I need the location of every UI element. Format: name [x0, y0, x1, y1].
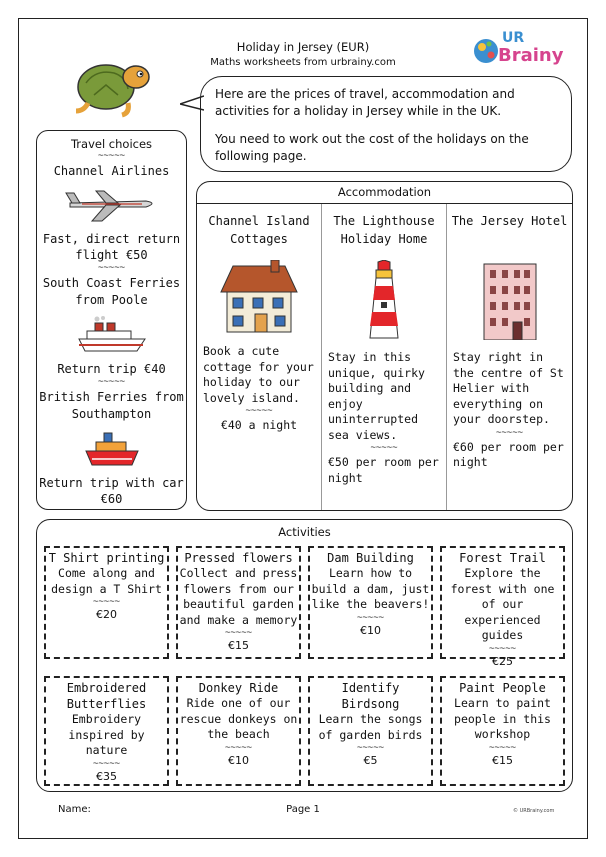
accommodation-option — [322, 204, 447, 510]
activities-panel — [36, 519, 573, 792]
accommodation-option — [447, 204, 572, 510]
travel-name: Channel Airlines — [53, 164, 170, 178]
activity-name: Paint People — [459, 681, 546, 695]
activity-name: Identify Birdsong — [341, 681, 400, 711]
activity-card — [440, 676, 565, 786]
separator: ~~~~~ — [356, 612, 385, 623]
accommodation-desc: Stay right in the centre of St Helier with everything on your doorstep. — [453, 350, 564, 426]
separator: ~~~~~ — [488, 742, 517, 753]
activity-card — [176, 676, 301, 786]
car-ferry-icon — [82, 429, 142, 469]
cottage-icon — [219, 260, 299, 334]
activity-price: €20 — [96, 608, 117, 621]
travel-desc: Return trip with car €60 — [39, 476, 184, 506]
logo-text-brainy: Brainy — [498, 45, 564, 66]
activity-name: Dam Building — [327, 551, 414, 565]
separator: ~~~~~ — [495, 427, 524, 438]
activity-desc: Ride one of our rescue donkeys on the beach — [179, 696, 298, 741]
separator: ~~~~~ — [92, 758, 121, 769]
separator: ~~~~~ — [224, 742, 253, 753]
activity-name: Pressed flowers — [184, 551, 293, 565]
activity-card — [308, 546, 433, 659]
accommodation-name: The Jersey Hotel — [451, 214, 568, 228]
activity-desc: Collect and press flowers from our beautiful garden and make a memory — [179, 566, 298, 627]
accommodation-price: €60 per room per night — [453, 439, 564, 469]
travel-heading: Travel choices — [70, 137, 153, 151]
travel-name: British Ferries from Southampton — [39, 390, 184, 421]
activity-price: €10 — [228, 753, 249, 767]
activity-desc: Learn to paint people in this workshop — [454, 696, 551, 741]
separator: ~~~~~ — [92, 597, 121, 607]
separator: ~~~~~ — [224, 628, 253, 638]
page-number: Page 1 — [286, 804, 320, 815]
activity-price: €35 — [96, 769, 117, 783]
activity-card — [44, 676, 169, 786]
activity-name: Donkey Ride — [198, 681, 279, 695]
separator: ~~~~~ — [356, 743, 385, 753]
activity-price: €25 — [492, 654, 513, 668]
copyright-text: © URBrainy.com — [513, 808, 555, 814]
intro-text-2: You need to work out the cost of the holidays on the following page. — [215, 132, 529, 163]
accommodation-price: €50 per room per night — [328, 455, 439, 485]
activity-price: €15 — [492, 753, 513, 767]
lighthouse-icon — [364, 260, 404, 340]
accommodation-name: The Lighthouse Holiday Home — [333, 214, 435, 246]
activity-card — [440, 546, 565, 668]
travel-desc: Return trip €40 — [57, 362, 166, 376]
separator: ~~~~~ — [245, 406, 273, 416]
activity-price: €5 — [363, 754, 378, 767]
separator: ~~~~~ — [488, 643, 517, 654]
activity-desc: Explore the forest with one of our experienced guides — [450, 566, 555, 642]
activity-desc: Embroidery inspired by nature — [68, 712, 145, 757]
activity-name: T Shirt printing — [48, 551, 165, 565]
separator: ~~~~~ — [97, 151, 126, 161]
travel-name: South Coast Ferries from Poole — [42, 276, 181, 307]
hotel-icon — [480, 260, 540, 340]
name-label: Name: — [58, 804, 91, 815]
activity-card — [308, 676, 433, 786]
accommodation-price: €40 a night — [220, 418, 298, 432]
logo-text-ur: UR — [502, 30, 525, 46]
separator: ~~~~~ — [97, 263, 126, 273]
ferry-icon — [75, 315, 149, 355]
intro-text-1: Here are the prices of travel, accommodation and activities for a holiday in Jersey while in the UK. — [215, 87, 515, 118]
airplane-icon — [62, 185, 162, 225]
activity-desc: Learn the songs of garden birds — [318, 712, 423, 742]
accommodation-heading: Accommodation — [197, 182, 572, 204]
separator: ~~~~~ — [97, 377, 126, 387]
accommodation-panel — [196, 181, 573, 511]
activity-card — [44, 546, 169, 659]
urbrainy-logo — [472, 32, 562, 72]
travel-desc: Fast, direct return flight €50 — [42, 232, 181, 262]
activity-price: €10 — [360, 623, 381, 637]
separator: ~~~~~ — [370, 443, 398, 453]
accommodation-name: Channel Island Cottages — [208, 214, 310, 246]
activity-name: Forest Trail — [459, 551, 546, 565]
intro-speech-bubble — [200, 76, 572, 172]
activity-desc: Come along and design a T Shirt — [51, 566, 162, 596]
turtle-icon — [66, 55, 161, 120]
activity-price: €15 — [228, 639, 249, 652]
accommodation-option — [197, 204, 322, 510]
page-subtitle: Maths worksheets from urbrainy.com — [210, 57, 396, 68]
travel-choices-panel — [36, 130, 187, 510]
accommodation-desc: Stay in this unique, quirky building and enjoy uninterrupted sea views. — [328, 350, 425, 442]
accommodation-desc: Book a cute cottage for your holiday to our lovely island. — [203, 344, 314, 405]
page-title: Holiday in Jersey (EUR) — [236, 40, 370, 54]
activity-card — [176, 546, 301, 659]
activities-heading: Activities — [278, 525, 331, 539]
activity-name: Embroidered Butterflies — [66, 681, 147, 711]
activity-desc: Learn how to build a dam, just like the beavers! — [311, 566, 430, 611]
